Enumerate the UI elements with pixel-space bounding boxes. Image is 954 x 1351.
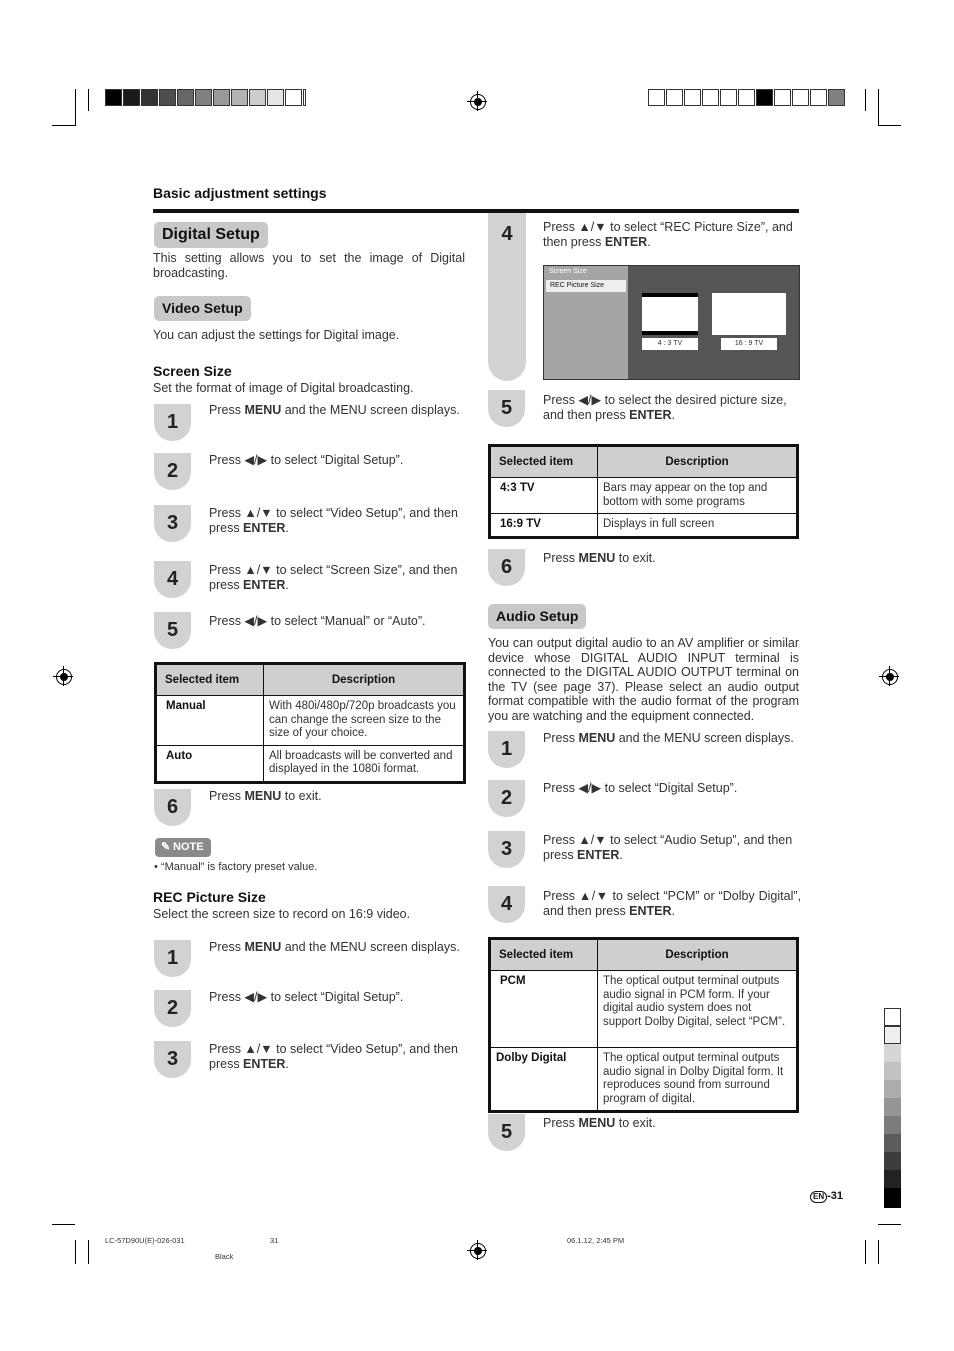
rec-picture-size-intro: Select the screen size to record on 16:9 video. bbox=[153, 907, 411, 921]
rec-step-4-badge: 4 bbox=[488, 213, 526, 381]
rec-picture-size-table bbox=[488, 444, 799, 539]
header-rule bbox=[153, 209, 799, 213]
screen-size-table bbox=[154, 662, 466, 784]
audio-setup-intro: You can output digital audio to an AV amplifier or similar device whose DIGITAL AUDIO INPUT terminal is connected to the DIGITAL AUDIO OUTPUT terminal on the TV (see page 37). Please select an audio output format compatible with the audio format of the program you are watching and the equipment connected. bbox=[488, 636, 799, 723]
page-title: Digital Setup bbox=[154, 222, 268, 248]
language-badge: EN bbox=[810, 1191, 827, 1203]
rec-step-4-text: Press ▲/▼ to select “REC Picture Size”, and then press ENTER. bbox=[543, 220, 793, 249]
rec-menu-screen bbox=[543, 265, 800, 380]
page-number: EN -31 bbox=[810, 1190, 843, 1203]
menu-item-screen-size: Screen Size bbox=[549, 268, 587, 275]
intro-text: This setting allows you to set the image of Digital broadcasting. bbox=[153, 251, 465, 280]
audio-setup-table bbox=[488, 937, 799, 1113]
audio-setup-title: Audio Setup bbox=[488, 604, 586, 629]
note-text: • “Manual” is factory preset value. bbox=[154, 861, 318, 873]
note-badge: ✎ NOTE bbox=[155, 838, 211, 857]
footer-file: LC-57D90U(E)-026-031 bbox=[105, 1236, 185, 1245]
screen-size-title: Screen Size bbox=[153, 363, 232, 379]
table-row: Auto All broadcasts will be converted and displayed in the 1080i format. bbox=[156, 745, 465, 782]
table-row: PCM The optical output terminal outputs audio signal in PCM form. If your digital audio system does not support Dolby Digital, select “PCM”. bbox=[490, 971, 798, 1048]
registration-mark-top bbox=[470, 94, 486, 110]
table-header-row: Selected item Description bbox=[490, 939, 798, 971]
table-row: Dolby Digital The optical output terminal outputs audio signal in Dolby Digital form. It reproduces sound from surround program of digital. bbox=[490, 1048, 798, 1112]
menu-item-rec-picture-size[interactable]: REC Picture Size bbox=[546, 280, 626, 292]
pencil-icon: ✎ bbox=[161, 841, 171, 853]
registration-mark-bottom bbox=[470, 1243, 486, 1259]
option-16-9-tv[interactable]: 16 : 9 TV bbox=[721, 338, 777, 350]
preview-16-9 bbox=[712, 293, 786, 335]
video-setup-title: Video Setup bbox=[154, 296, 251, 321]
rec-picture-size-title: REC Picture Size bbox=[153, 889, 266, 905]
table-header-row: Selected item Description bbox=[490, 446, 798, 478]
preview-4-3 bbox=[642, 293, 698, 335]
table-row: 4:3 TV Bars may appear on the top and bottom with some programs bbox=[490, 478, 798, 514]
option-4-3-tv[interactable]: 4 : 3 TV bbox=[642, 338, 698, 350]
registration-mark-right bbox=[882, 669, 898, 685]
table-row: 16:9 TV Displays in full screen bbox=[490, 514, 798, 538]
footer-file-page: 31 bbox=[270, 1236, 279, 1245]
table-header-row: Selected item Description bbox=[156, 664, 465, 696]
footer-date: 06.1.12, 2:45 PM bbox=[567, 1236, 625, 1245]
section-heading: Basic adjustment settings bbox=[153, 185, 327, 201]
table-row: Manual With 480i/480p/720p broadcasts you can change the screen size to the size of your choice. bbox=[156, 696, 465, 746]
registration-mark-left bbox=[56, 669, 72, 685]
screen-size-intro: Set the format of image of Digital broadcasting. bbox=[153, 381, 414, 395]
video-setup-intro: You can adjust the settings for Digital image. bbox=[153, 328, 400, 342]
footer-color: Black bbox=[215, 1252, 234, 1261]
